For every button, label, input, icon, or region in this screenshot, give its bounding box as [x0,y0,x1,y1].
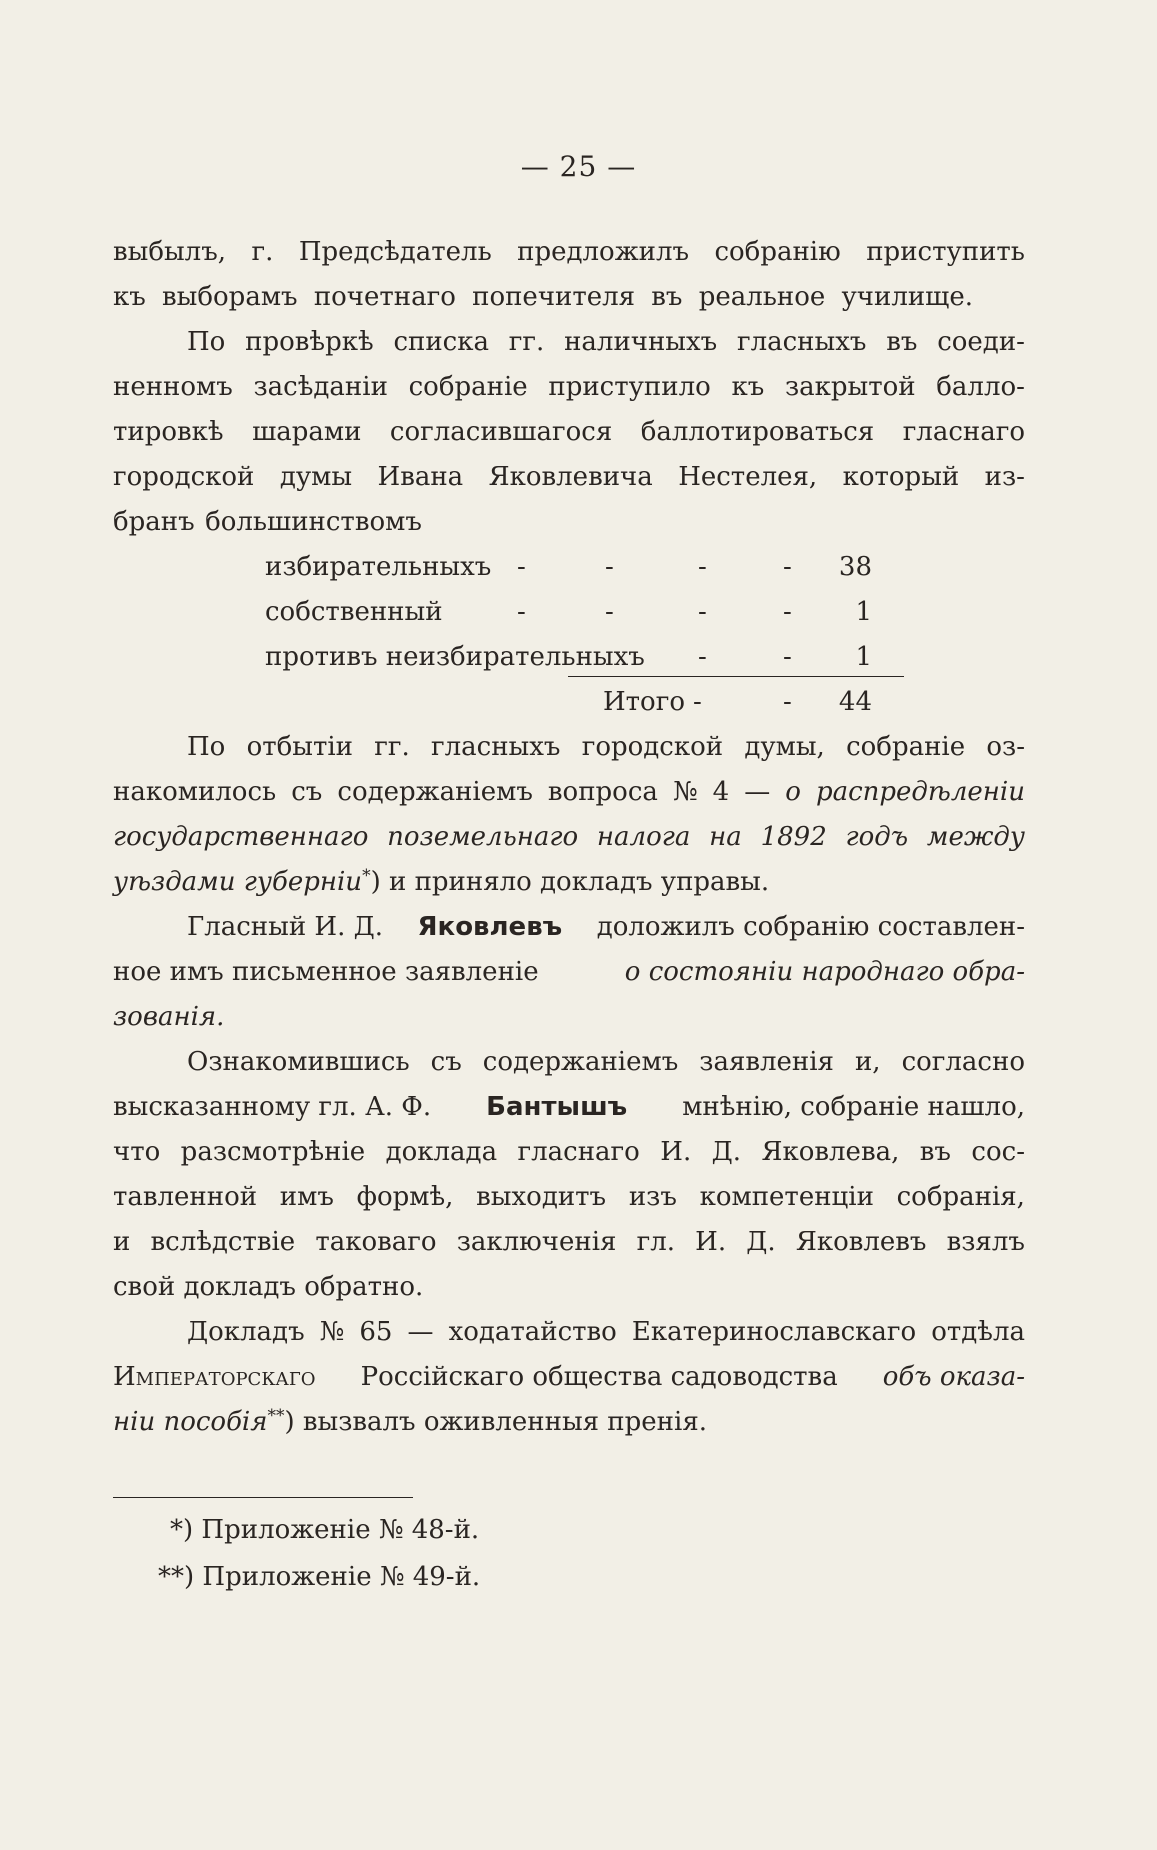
word: съ [430,1047,462,1077]
p5-line-2 [113,1085,1025,1130]
footnote-mark: * [362,866,371,886]
word: приступило [548,372,711,402]
tally-value: 1 [855,642,872,672]
word: № [319,1317,345,1347]
tally-total-row [113,680,1025,725]
tally-dash: - [698,552,707,582]
p6-line-3 [113,1400,1025,1445]
word: тировкѣ [113,417,224,447]
word: Д. [746,1227,776,1257]
word: И. [660,1137,692,1167]
footnote-mark: ** [267,1406,285,1426]
footnote-2 [158,1557,480,1597]
tally-total-label: Итого [603,687,685,717]
word: имъ [279,1182,334,1212]
tally-dash: - [693,687,702,717]
word: разсмотрѣніе [180,1137,366,1167]
p5-line-3 [113,1130,1025,1175]
word: соеди- [937,327,1025,357]
tally-value: 38 [838,552,872,582]
p3-line-3 [113,815,1025,860]
word: оз- [986,732,1025,762]
word: собраніе [408,372,528,402]
word: попечителя [472,282,636,312]
word: выбылъ, [113,237,227,267]
tally-value: 1 [855,597,872,627]
tally-row [113,635,1025,680]
tally-row [113,545,1025,590]
word: собранія, [896,1182,1025,1212]
tally-dash: - [783,642,792,672]
word: училище. [841,282,973,312]
word: вслѣдствіе [150,1227,296,1257]
p4-text: ное имъ письменное заявленіе [113,957,539,987]
word: въ [651,282,683,312]
footnote-text: Приложеніе № 49-й. [202,1562,481,1592]
p6-line-2 [113,1355,1025,1400]
tally-label: противъ неизбирательныхъ [265,642,645,672]
word: наличныхъ [564,327,718,357]
word: — [407,1317,434,1347]
word: собранію [714,237,841,267]
word: № [672,777,698,807]
p5-line-5 [113,1220,1025,1265]
tally-dash: - [698,642,707,672]
word: въ [886,327,918,357]
tally-dash: - [698,597,707,627]
word: городской [581,732,724,762]
vote-tally [113,545,1025,725]
word: на [709,822,742,852]
word: По [187,327,226,357]
word: Предсѣдатель [298,237,492,267]
footnote-mark: **) [158,1562,195,1592]
word: По [187,732,226,762]
word: налога [596,822,691,852]
p6-line-1 [113,1310,1025,1355]
p6-text: ) вызвалъ оживленныя пренія. [284,1407,707,1437]
p3-italic: уѣздами губерніи [113,867,363,897]
word: гл. [636,1227,675,1257]
p3-line-1 [113,725,1025,770]
p5-line-6 [113,1265,1025,1310]
word: 65 [359,1317,393,1347]
word: балло- [936,372,1025,402]
word: выходитъ [476,1182,607,1212]
tally-dash: - [605,552,614,582]
word: Екатеринославскаго [631,1317,917,1347]
p4-line-3 [113,995,1025,1040]
p5-text: свой докладъ обратно. [113,1272,424,1302]
word: согласившагося [389,417,613,447]
p1-line-1 [113,230,1025,275]
word: реальное [698,282,826,312]
word: выборамъ [162,282,298,312]
p2-line-4 [113,455,1025,500]
word: содержаніемъ [337,777,533,807]
word: Яковлевича [488,462,653,492]
word: сос- [971,1137,1025,1167]
page-number: — 25 — [520,150,637,183]
word: почетнаго [313,282,456,312]
tally-dash: - [517,597,526,627]
word: накомилось [113,777,277,807]
p4-line-2 [113,950,1025,995]
word: компетенціи [699,1182,874,1212]
word: взялъ [946,1227,1025,1257]
word: Яковлевъ [795,1227,927,1257]
p3-rest: ) и приняло докладъ управы. [370,867,770,897]
word: и [113,1227,131,1257]
word: списка [393,327,489,357]
p1-line-2 [113,275,973,320]
p4-italic: о состояніи народнаго обра- [624,957,1025,987]
p5-text: высказанному гл. А. Ф. [113,1092,432,1122]
word: Ознакомившись [187,1047,410,1077]
word: городской [113,462,255,492]
footnote-1 [170,1510,479,1550]
footnote-ref-1 [362,860,769,905]
word: собраніе [846,732,966,762]
p3-line-4 [113,860,1025,905]
word: тавленной [113,1182,258,1212]
word: закрытой [784,372,916,402]
word: отбытіи [246,732,353,762]
word: провѣркѣ [245,327,374,357]
word: таковаго [315,1227,437,1257]
word: 1892 [760,822,827,852]
word: между [926,822,1025,852]
word: бранъ [113,507,195,537]
tally-total-value: 44 [838,687,872,717]
word: заключенія [456,1227,617,1257]
word: из- [984,462,1025,492]
p3-line-2 [113,770,1025,815]
word: поземельнаго [387,822,579,852]
word: ненномъ [113,372,233,402]
p2-line-3 [113,410,1025,455]
word: большинствомъ [205,507,422,537]
word: Докладъ [187,1317,305,1347]
footnote-mark: *) [170,1515,194,1545]
word: съ [291,777,323,807]
tally-dash: - [783,597,792,627]
word: Нестелея, [678,462,818,492]
word: который [842,462,960,492]
p6-smallcaps: Императорскаго [113,1362,316,1392]
word: — [744,777,771,807]
word: шарами [252,417,362,447]
p2-line-1 [113,320,1025,365]
word: гласнаго [902,417,1025,447]
tally-dash: - [783,687,792,717]
word: гласнаго [517,1137,640,1167]
word: Ивана [377,462,464,492]
word: И. [695,1227,727,1257]
word: и, [854,1047,881,1077]
word: 4 [712,777,730,807]
tally-dash: - [605,597,614,627]
footnote-ref-2 [267,1400,707,1445]
p4-line-1 [113,905,1025,950]
word: заявленія [699,1047,834,1077]
word: приступить [866,237,1025,267]
word: вопроса [547,777,658,807]
word: г. [251,237,274,267]
footnote-text: Приложеніе № 48-й. [201,1515,480,1545]
word: согласно [901,1047,1025,1077]
tally-dash: - [517,552,526,582]
word: что [113,1137,161,1167]
p2-line-5 [113,500,1025,545]
body-text [113,230,1025,1445]
tally-label: избирательныхъ [265,552,492,582]
p5-line-1 [113,1040,1025,1085]
word: засѣданіи [253,372,388,402]
p2-line-2 [113,365,1025,410]
word: къ [113,282,146,312]
p4-text: доложилъ собранію составлен- [596,912,1025,942]
word-italic: распредѣленіи [815,777,1025,807]
word: содержаніемъ [482,1047,679,1077]
p5-line-4 [113,1175,1025,1220]
word: баллотироваться [640,417,875,447]
word: отдѣла [931,1317,1025,1347]
word: гг. [508,327,545,357]
tally-dash: - [783,552,792,582]
p6-italic: ніи пособія [113,1407,268,1437]
word: гг. [374,732,410,762]
word: гласныхъ [431,732,561,762]
word: доклада [385,1137,498,1167]
word: въ [919,1137,951,1167]
word: Д. [711,1137,742,1167]
word-italic: о [785,777,801,807]
tally-row [113,590,1025,635]
p5-text: мнѣнію, собраніе нашло, [682,1092,1025,1122]
p4-italic: зованія. [113,1002,225,1032]
p5-name-bold: Бантышъ [486,1092,628,1122]
word: Яковлева, [761,1137,900,1167]
footnote-rule [113,1497,413,1498]
word: гласныхъ [736,327,867,357]
word: формѣ, [356,1182,454,1212]
word: предложилъ [517,237,690,267]
word: думы [279,462,353,492]
p6-text: Россійскаго общества садоводства [360,1362,838,1392]
word: изъ [628,1182,677,1212]
word: къ [731,372,765,402]
p6-italic: объ оказа- [882,1362,1025,1392]
p4-name-bold: Яковлевъ [417,912,563,942]
tally-label: собственный [265,597,443,627]
word: государственнаго [113,822,369,852]
word: ходатайство [448,1317,617,1347]
word: годъ [845,822,909,852]
p4-text: Гласный И. Д. [187,912,384,942]
word: думы, [744,732,825,762]
